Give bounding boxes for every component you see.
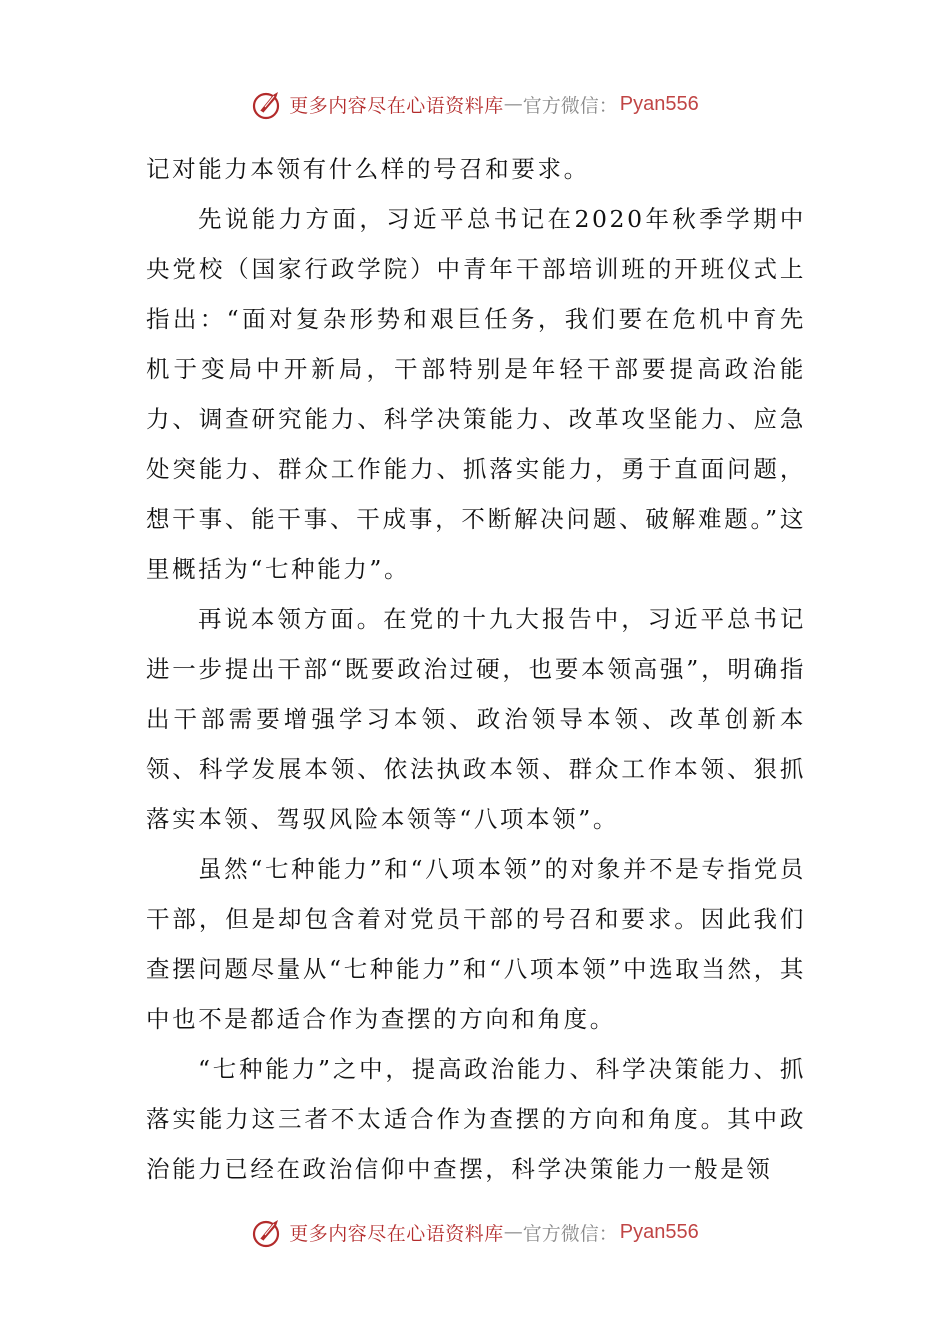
wechat-label: 官方微信： [522,94,618,117]
document-body [146,144,806,1194]
header-banner [0,84,950,124]
site-name: 更多内容尽在心语资料库 [289,94,504,117]
paragraph-seven-abilities: 先说能力方面，习近平总书记在2020年秋季学期中央党校（国家行政学院）中青年干部培训班的开班仪式上指出：“面对复杂形势和艰巨任务，我们要在危机中育先机于变局中开新局，干部特别是年轻干部要提高政治能力、调查研究能力、科学决策能力、改革攻坚能力、应急处突能力、群众工作能力、抓落实能力，勇于直面问题，想干事、能干事、干成事，不断解决问题、破解难题。”这里概括为“七种能力”。 [146,205,806,583]
pen-nib-logo-icon [251,87,285,121]
paragraph-continuation: 记对能力本领有什么样的号召和要求。 [146,155,590,183]
paragraph-selection-note: 虽然“七种能力”和“八项本领”的对象并不是专指党员干部，但是却包含着对党员干部的号召和要求。因此我们查摆问题尽量从“七种能力”和“八项本领”中选取当然，其中也不是都适合作为查摆的方向和角度。 [146,855,806,1033]
paragraph-exclusions: “七种能力”之中，提高政治能力、科学决策能力、抓落实能力这三者不太适合作为查摆的方向和角度。其中政治能力已经在政治信仰中查摆，科学决策能力一般是领 [146,1055,806,1183]
paragraph-eight-skills: 再说本领方面。在党的十九大报告中，习近平总书记进一步提出干部“既要政治过硬，也要本领高强”，明确指出干部需要增强学习本领、政治领导本领、改革创新本领、科学发展本领、依法执政本领、群众工作本领、狠抓落实本领、驾驭风险本领等“八项本领”。 [146,605,806,833]
site-name: 更多内容尽在心语资料库 [289,1222,504,1245]
dash-separator: — [503,93,523,115]
wechat-id: Pyan556 [619,1220,699,1243]
pen-nib-logo-icon [251,1215,285,1249]
wechat-id: Pyan556 [619,92,699,115]
wechat-label: 官方微信： [522,1222,618,1245]
dash-separator: — [503,1221,523,1243]
footer-banner [0,1212,950,1252]
